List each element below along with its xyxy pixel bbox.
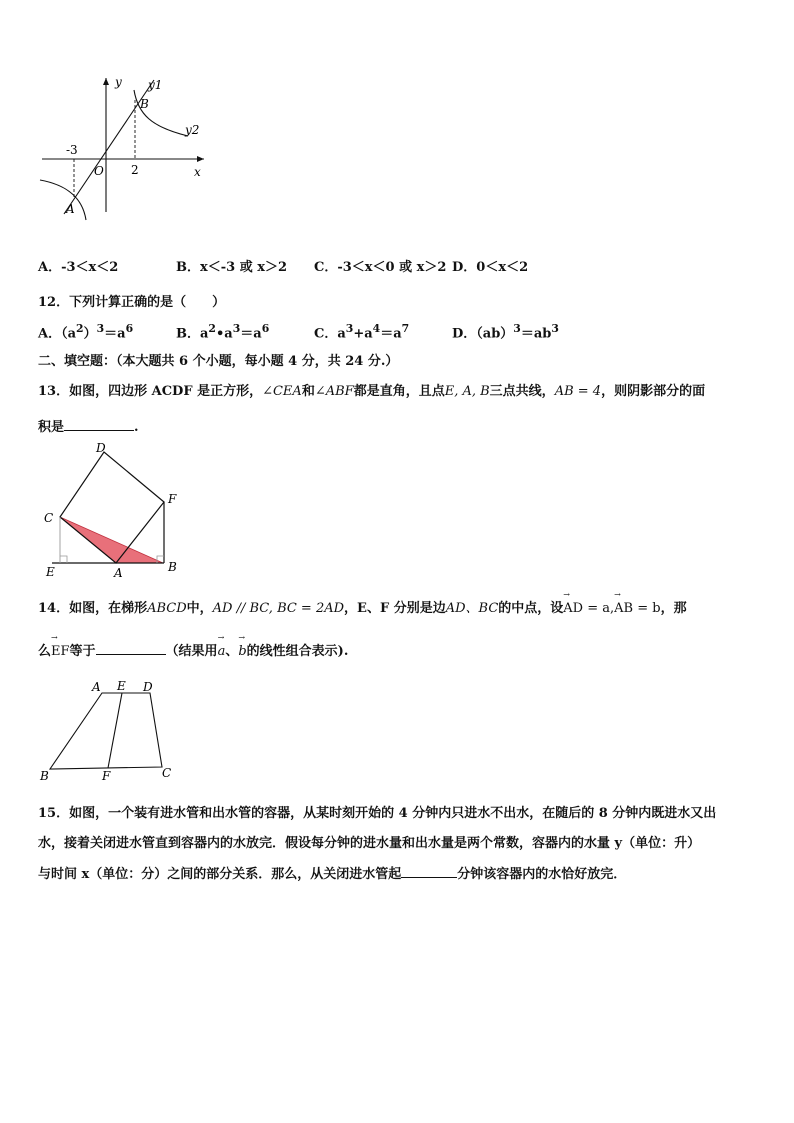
- label-d: D: [96, 441, 106, 455]
- label-point-a: A: [66, 202, 75, 216]
- trapezoid-abcd: [50, 693, 162, 769]
- label-point-b: B: [140, 97, 149, 111]
- label-a: A: [92, 680, 101, 694]
- tick-minus-3: -3: [66, 143, 78, 157]
- q12-stem: 12．下列计算正确的是（ ）: [38, 295, 226, 310]
- label-origin: O: [94, 164, 104, 178]
- label-y2: y2: [185, 123, 200, 137]
- q13-figure: [40, 440, 190, 580]
- q12-option-c[interactable]: C．$a^3+a^4=a^7$: [314, 322, 410, 342]
- q12-option-d[interactable]: D．$(ab)^3=ab^3$: [452, 322, 559, 342]
- q11-option-a[interactable]: A．-3＜x＜2: [38, 260, 119, 275]
- segment-ef: [108, 693, 122, 768]
- vector-ad: → AD: [563, 601, 583, 616]
- q13-line-2: 积是 .: [38, 416, 139, 435]
- vector-ab: → AB: [614, 601, 633, 616]
- q13-answer-blank[interactable]: [64, 416, 134, 431]
- vector-b: → b: [238, 644, 246, 659]
- shaded-triangle: [60, 517, 163, 563]
- q14-line-1: 14．如图，在梯形ABCD中，AD // BC, BC = 2AD，E、F 分别是边AD、BC的中点，设→ AD = a,→ AB = b，那: [38, 597, 687, 616]
- vector-a: → a: [218, 644, 226, 659]
- q14-answer-blank[interactable]: [96, 640, 166, 655]
- label-e: E: [117, 679, 126, 693]
- q14-trapezoid-figure: [36, 676, 186, 786]
- label-e: E: [46, 565, 55, 579]
- label-c: C: [44, 511, 54, 525]
- q15-line-3: 与时间 x（单位：分）之间的部分关系．那么，从关闭进水管起 分钟该容器内的水恰好放完．: [38, 863, 626, 882]
- q11-option-b[interactable]: B．x＜-3 或 x＞2: [176, 260, 288, 275]
- q12-option-b[interactable]: B．$a^2•a^3=a^6$: [176, 322, 270, 342]
- q11-function-graph: [36, 72, 216, 222]
- label-y-axis: y: [115, 75, 122, 89]
- label-c: C: [162, 766, 172, 780]
- label-x-axis: x: [194, 165, 201, 179]
- label-b: B: [168, 560, 177, 574]
- hyperbola-branch-left: [40, 180, 86, 220]
- label-b: B: [40, 769, 49, 783]
- q15-line-1: 15．如图，一个装有进水管和出水管的容器，从某时刻开始的 4 分钟内只进水不出水，在随后的 8 分钟内既进水又出: [38, 806, 717, 821]
- q13-line-1: 13．如图，四边形 ACDF 是正方形，∠CEA和∠ABF都是直角，且点E, A, B三点共线，AB = 4，则阴影部分的面: [38, 384, 706, 399]
- tick-2: 2: [131, 163, 139, 177]
- label-f: F: [168, 492, 177, 506]
- q15-answer-blank[interactable]: [401, 863, 457, 878]
- label-d: D: [143, 680, 153, 694]
- q12-option-a[interactable]: A．$(a^2)^3=a^6$: [38, 322, 134, 342]
- section-fill-in-heading: 二、填空题：（本大题共 6 个小题，每小题 4 分，共 24 分.）: [38, 354, 399, 369]
- q14-line-2: 么→ EF等于 （结果用→ a、→ b的线性组合表示).: [38, 640, 348, 659]
- q15-line-2: 水，接着关闭进水管直到容器内的水放完．假设每分钟的进水量和出水量是两个常数，容器内的水量 y（单位：升）: [38, 836, 701, 851]
- label-a: A: [114, 566, 123, 580]
- label-f: F: [102, 769, 111, 783]
- q11-option-c[interactable]: C．-3＜x＜0 或 x＞2: [314, 260, 447, 275]
- q11-option-d[interactable]: D．0＜x＜2: [452, 260, 529, 275]
- vector-ef: → EF: [51, 644, 70, 659]
- label-y1: y1: [148, 78, 163, 92]
